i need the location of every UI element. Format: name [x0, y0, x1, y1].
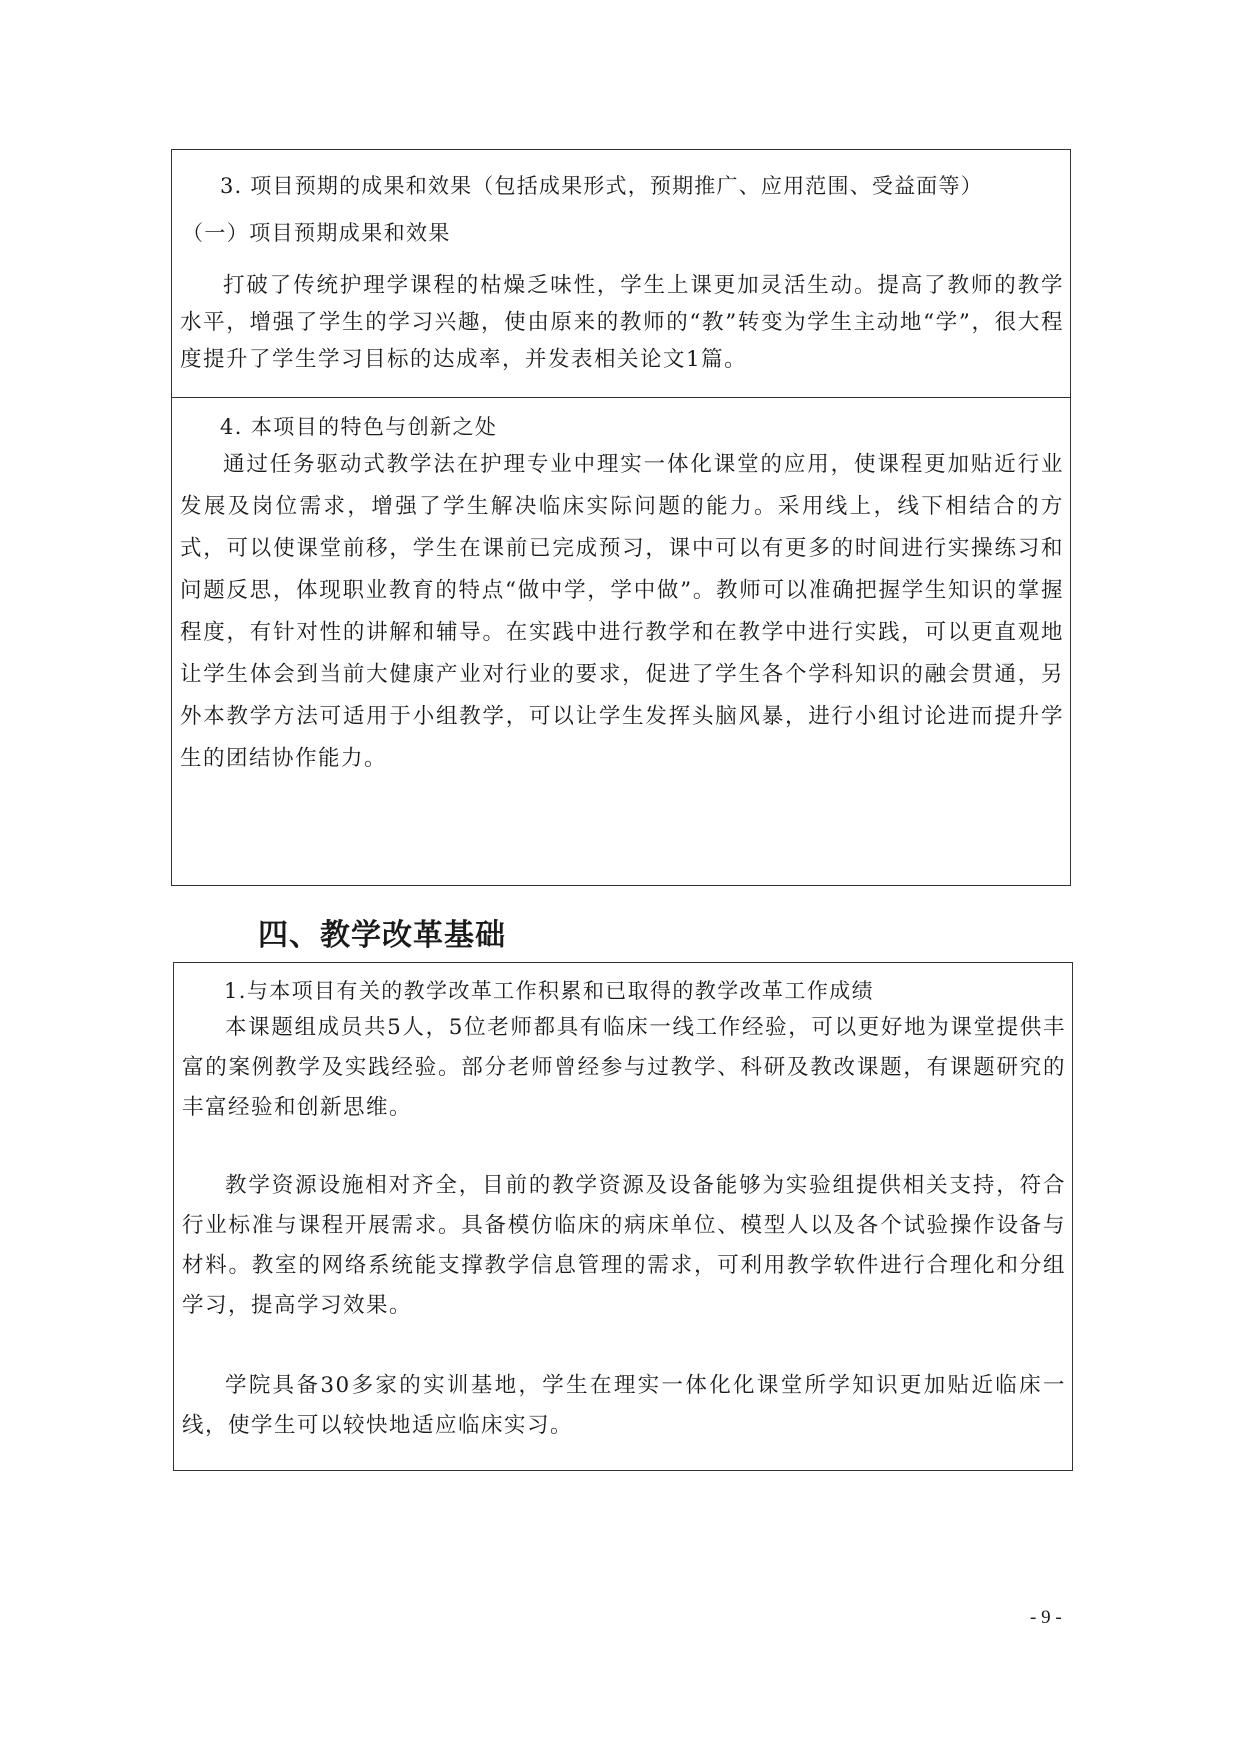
- row-subheading-outcomes-effects: （一）项目预期成果和效果: [182, 221, 451, 245]
- paragraph-features-innovation: 通过任务驱动式教学法在护理专业中理实一体化课堂的应用，使课程更加贴近行业发展及岗位需求，增强了学生解决临床实际问题的能力。采用线上，线下相结合的方式，可以使课堂前移，学生在课前已完成预习，课中可以有更多的时间进行实操练习和问题反思，体现职业教育的特点“做中学，学中做”。教师可以准确把握学生知识的掌握程度，有针对性的讲解和辅导。在实践中进行教学和在教学中进行实践，可以更直观地让学生体会到当前大健康产业对行业的要求，促进了学生各个学科知识的融会贯通，另外本教学方法可适用于小组教学，可以让学生发挥头脑风暴，进行小组讨论进而提升学生的团结协作能力。: [180, 452, 1064, 771]
- paragraph-training-bases: 学院具备30多家的实训基地，学生在理实一体化化课堂所学知识更加贴近临床一线，使学生可以较快地适应临床实习。: [182, 1373, 1066, 1438]
- paragraph-team-members: 本课题组成员共5人，5位老师都具有临床一线工作经验，可以更好地为课堂提供丰富的案例教学及实践经验。部分老师曾经参与过教学、科研及教改课题，有课题研究的丰富经验和创新思维。: [182, 1015, 1066, 1120]
- page-number: - 9 -: [1030, 1607, 1062, 1628]
- table-row-expected-outcomes: [172, 150, 1070, 397]
- table-row-features-innovation: [172, 398, 1070, 886]
- paragraph-outcomes: 打破了传统护理学课程的枯燥乏味性，学生上课更加灵活生动。提高了教师的教学水平，增强了学生的学习兴趣，使由原来的教师的“教”转变为学生主动地“学”，很大程度提升了学生学习目标的达成率，并发表相关论文1篇。: [180, 273, 1064, 372]
- row-heading-features-innovation: 4. 本项目的特色与创新之处: [220, 415, 498, 439]
- form-table-reform-basis: [173, 962, 1073, 1471]
- form-table-outcomes: [171, 149, 1071, 886]
- paragraph-teaching-resources: 教学资源设施相对齐全，目前的教学资源及设备能够为实验组提供相关支持，符合行业标准与课程开展需求。具备模仿临床的病床单位、模型人以及各个试验操作设备与材料。教室的网络系统能支撑教学信息管理的需求，可利用教学软件进行合理化和分组学习，提高学习效果。: [182, 1173, 1066, 1318]
- row-heading-reform-achievements: 1.与本项目有关的教学改革工作积累和已取得的教学改革工作成绩: [224, 979, 875, 1003]
- row-heading-expected-outcomes: 3. 项目预期的成果和效果（包括成果形式，预期推广、应用范围、受益面等）: [220, 174, 983, 198]
- section-heading: 四、教学改革基础: [258, 918, 506, 953]
